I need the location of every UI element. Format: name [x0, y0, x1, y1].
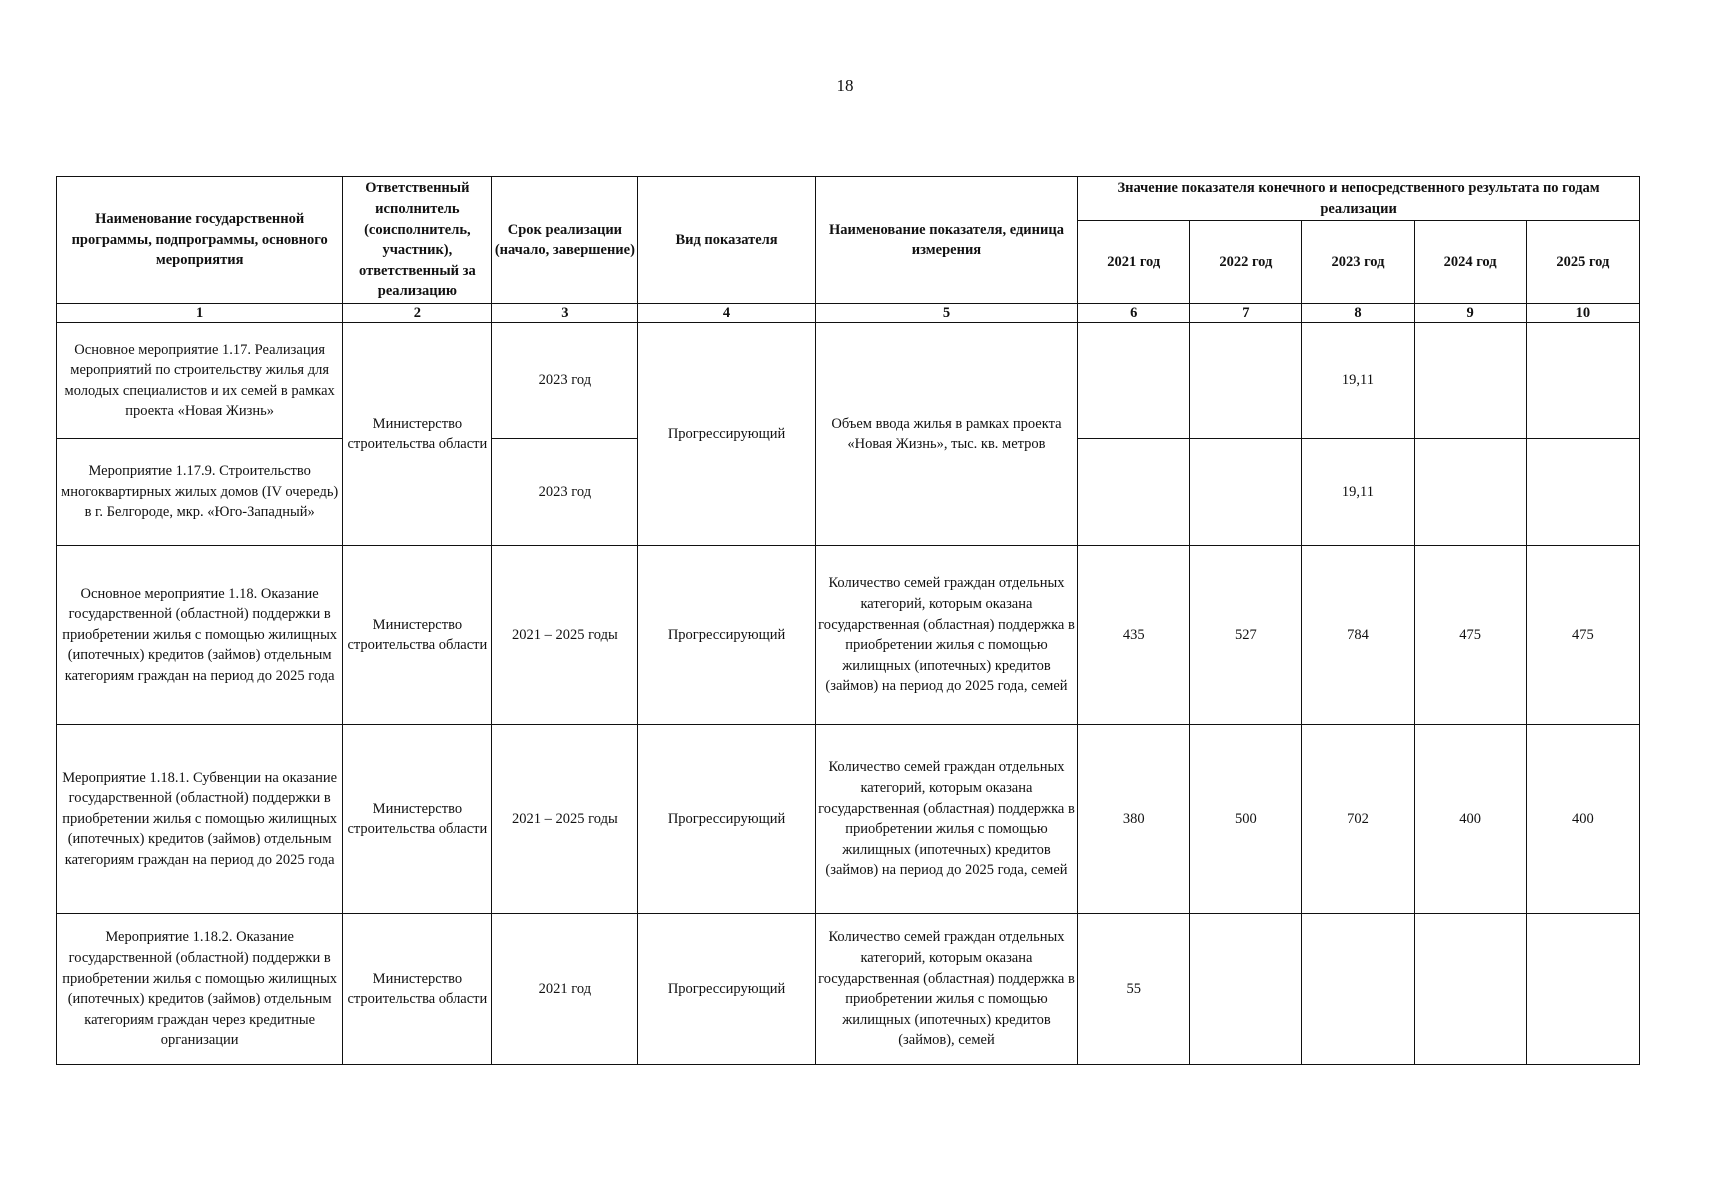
row-indicator-name: Объем ввода жилья в рамках проекта «Новая Жизнь», тыс. кв. метров	[815, 323, 1077, 546]
row-period: 2023 год	[492, 323, 638, 439]
header-year: 2021 год	[1078, 221, 1190, 304]
header-row	[57, 177, 1640, 221]
row-value-2022	[1190, 323, 1302, 439]
row-value-2021	[1078, 323, 1190, 439]
row-value-2023: 784	[1302, 546, 1414, 725]
header-year: 2025 год	[1526, 221, 1639, 304]
column-number: 5	[815, 304, 1077, 323]
row-value-2022: 500	[1190, 725, 1302, 914]
row-period: 2021 год	[492, 914, 638, 1065]
table-row	[57, 323, 1640, 439]
row-indicator-name: Количество семей граждан отдельных категорий, которым оказана государственная (областная) поддержка в приобретении жилья с помощью жилищных (ипотечных) кредитов (займов) на период до 2025 года, семей	[815, 546, 1077, 725]
row-indicator-type: Прогрессирующий	[638, 546, 815, 725]
row-responsible: Министерство строительства области	[343, 546, 492, 725]
column-number: 4	[638, 304, 815, 323]
header-indicator-type: Вид показателя	[638, 177, 815, 304]
row-value-2023: 19,11	[1302, 439, 1414, 546]
row-responsible: Министерство строительства области	[343, 725, 492, 914]
column-numbers-row	[57, 304, 1640, 323]
page-number: 18	[836, 76, 854, 95]
row-program-name: Основное мероприятие 1.18. Оказание государственной (областной) поддержки в приобретении жилья с помощью жилищных (ипотечных) кредитов (займов) отдельным категориям граждан на период до 2025 года	[57, 546, 343, 725]
row-program-name: Основное мероприятие 1.17. Реализация мероприятий по строительству жилья для молодых специалистов и их семей в рамках проекта «Новая Жизнь»	[57, 323, 343, 439]
header-year: 2022 год	[1190, 221, 1302, 304]
row-value-2024	[1414, 914, 1526, 1065]
column-number: 8	[1302, 304, 1414, 323]
row-program-name: Мероприятие 1.18.1. Субвенции на оказание государственной (областной) поддержки в приобретении жилья с помощью жилищных (ипотечных) кредитов (займов) отдельным категориям граждан на период до 2025 года	[57, 725, 343, 914]
header-year: 2023 год	[1302, 221, 1414, 304]
row-responsible: Министерство строительства области	[343, 323, 492, 546]
row-program-name: Мероприятие 1.18.2. Оказание государственной (областной) поддержки в приобретении жилья с помощью жилищных (ипотечных) кредитов (займов) отдельным категориям граждан через кредитные организации	[57, 914, 343, 1065]
header-year: 2024 год	[1414, 221, 1526, 304]
column-number: 9	[1414, 304, 1526, 323]
row-value-2023: 19,11	[1302, 323, 1414, 439]
table-row	[57, 546, 1640, 725]
column-number: 10	[1526, 304, 1639, 323]
row-value-2024: 475	[1414, 546, 1526, 725]
header-values-group: Значение показателя конечного и непосредственного результата по годам реализации	[1078, 177, 1640, 221]
row-indicator-name: Количество семей граждан отдельных категорий, которым оказана государственная (областная) поддержка в приобретении жилья с помощью жилищных (ипотечных) кредитов (займов), семей	[815, 914, 1077, 1065]
row-responsible: Министерство строительства области	[343, 914, 492, 1065]
table-row	[57, 725, 1640, 914]
header-indicator-name: Наименование показателя, единица измерения	[815, 177, 1077, 304]
column-number: 3	[492, 304, 638, 323]
column-number: 1	[57, 304, 343, 323]
row-period: 2021 – 2025 годы	[492, 725, 638, 914]
row-value-2022	[1190, 914, 1302, 1065]
row-value-2025: 475	[1526, 546, 1639, 725]
header-program-name: Наименование государственной программы, подпрограммы, основного мероприятия	[57, 177, 343, 304]
row-value-2021: 55	[1078, 914, 1190, 1065]
row-value-2025	[1526, 439, 1639, 546]
row-value-2021: 435	[1078, 546, 1190, 725]
table-row	[57, 914, 1640, 1065]
row-value-2024	[1414, 439, 1526, 546]
row-value-2021: 380	[1078, 725, 1190, 914]
row-indicator-type: Прогрессирующий	[638, 725, 815, 914]
row-value-2021	[1078, 439, 1190, 546]
row-program-name: Мероприятие 1.17.9. Строительство многоквартирных жилых домов (IV очередь) в г. Белгороде, мкр. «Юго-Западный»	[57, 439, 343, 546]
row-period: 2021 – 2025 годы	[492, 546, 638, 725]
row-value-2023: 702	[1302, 725, 1414, 914]
row-period: 2023 год	[492, 439, 638, 546]
row-indicator-name: Количество семей граждан отдельных категорий, которым оказана государственная (областная) поддержка в приобретении жилья с помощью жилищных (ипотечных) кредитов (займов) на период до 2025 года, семей	[815, 725, 1077, 914]
column-number: 6	[1078, 304, 1190, 323]
row-value-2025: 400	[1526, 725, 1639, 914]
row-indicator-type: Прогрессирующий	[638, 323, 815, 546]
row-value-2022: 527	[1190, 546, 1302, 725]
row-indicator-type: Прогрессирующий	[638, 914, 815, 1065]
row-value-2022	[1190, 439, 1302, 546]
row-value-2024	[1414, 323, 1526, 439]
row-value-2025	[1526, 323, 1639, 439]
column-number: 2	[343, 304, 492, 323]
row-value-2023	[1302, 914, 1414, 1065]
row-value-2025	[1526, 914, 1639, 1065]
column-number: 7	[1190, 304, 1302, 323]
header-period: Срок реализации (начало, завершение)	[492, 177, 638, 304]
indicators-table	[56, 176, 1640, 1065]
row-value-2024: 400	[1414, 725, 1526, 914]
header-responsible: Ответственный исполнитель (соисполнитель, участник), ответственный за реализацию	[343, 177, 492, 304]
